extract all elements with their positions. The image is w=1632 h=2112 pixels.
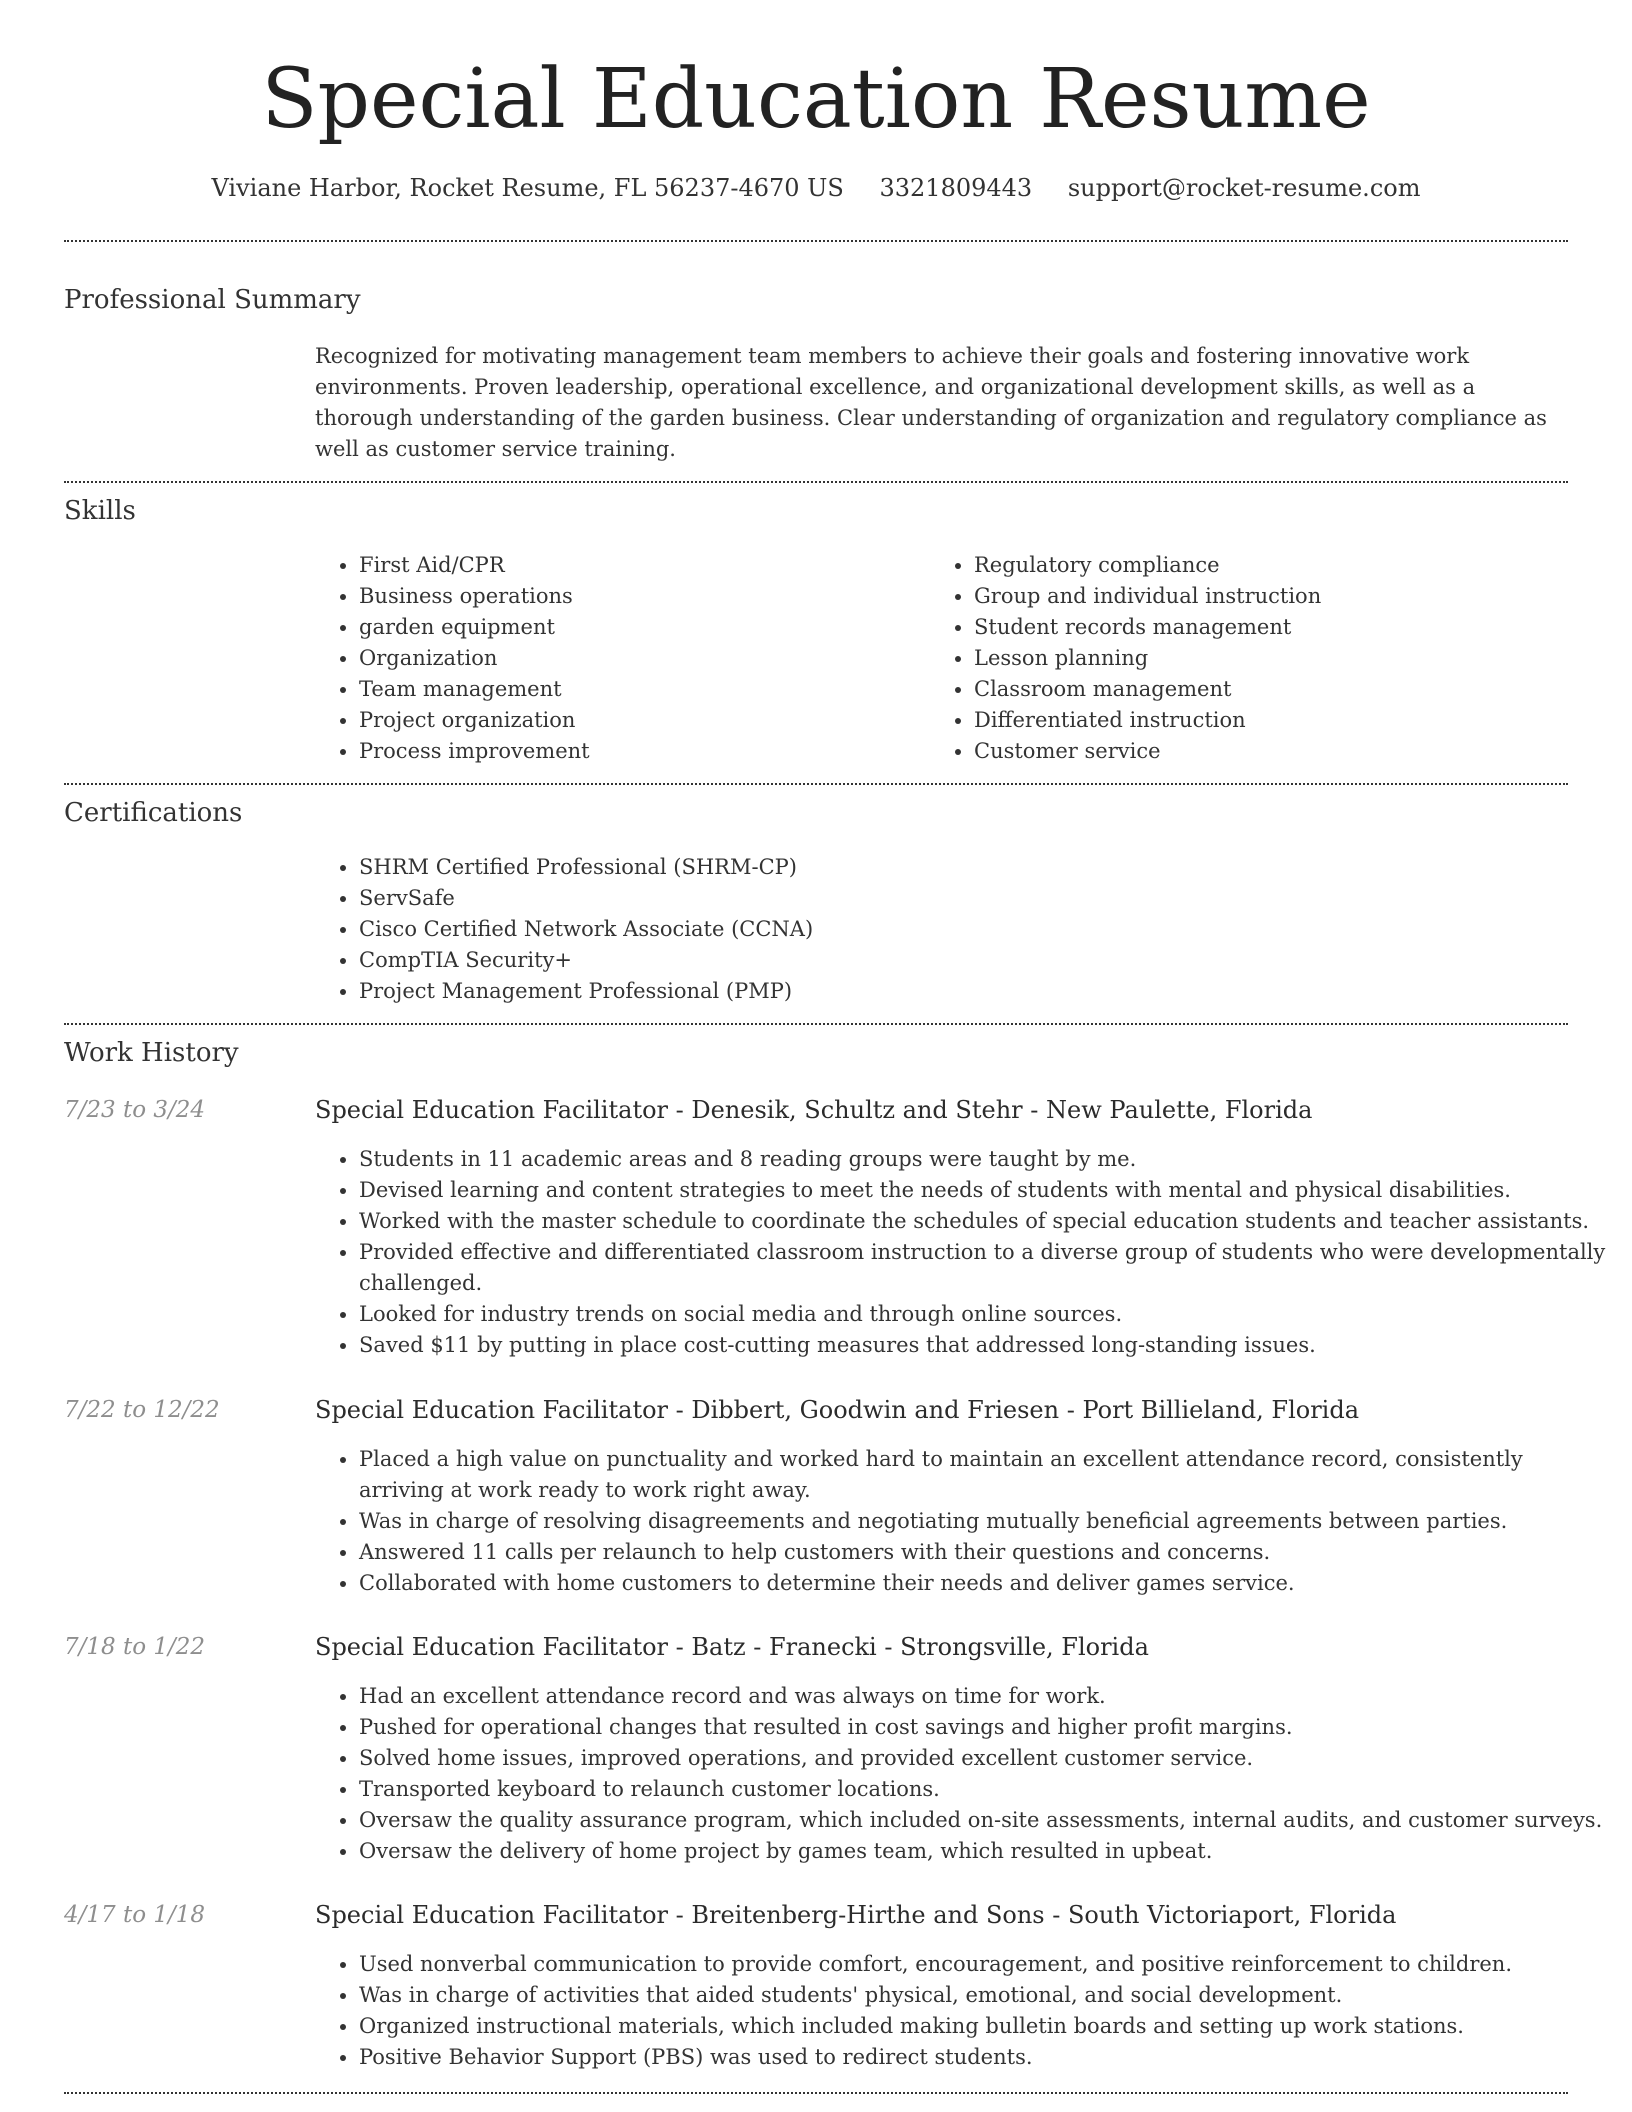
contact-line xyxy=(0,171,1632,205)
skills-heading: Skills xyxy=(64,496,136,526)
job-bullet: • Worked with the master schedule to coordinate the schedules of special education students and teacher assistants. xyxy=(359,1206,1612,1237)
divider xyxy=(64,240,1568,242)
job-bullet: • Transported keyboard to relaunch customer locations. xyxy=(359,1774,1612,1805)
skills-list-right xyxy=(930,550,1594,767)
certification-item: • CompTIA Security+ xyxy=(359,945,1612,976)
skill-item: • Project organization xyxy=(359,705,919,736)
skill-item: • Process improvement xyxy=(359,736,919,767)
certifications-heading: Certifications xyxy=(64,798,243,828)
job-bullet: • Pushed for operational changes that resulted in cost savings and higher profit margins. xyxy=(359,1712,1612,1743)
job-bullets xyxy=(315,1144,1612,1361)
job-bullet: • Students in 11 academic areas and 8 reading groups were taught by me. xyxy=(359,1144,1612,1175)
job-title: Special Education Facilitator - Breitenberg-Hirthe and Sons - South Victoriaport, Florida xyxy=(315,1901,1397,1929)
job-bullet: • Provided effective and differentiated classroom instruction to a diverse group of students who were developmentally challenged. xyxy=(359,1237,1612,1299)
job-title: Special Education Facilitator - Denesik, Schultz and Stehr - New Paulette, Florida xyxy=(315,1096,1313,1124)
job-dates: 4/17 to 1/18 xyxy=(64,1902,206,1928)
job-bullet: • Looked for industry trends on social media and through online sources. xyxy=(359,1299,1612,1330)
job-bullets xyxy=(315,1681,1612,1867)
certifications-list xyxy=(315,852,1612,1007)
skill-item: • Organization xyxy=(359,643,919,674)
divider xyxy=(64,2092,1568,2094)
job-bullet: • Used nonverbal communication to provide comfort, encouragement, and positive reinforcement to children. xyxy=(359,1949,1612,1980)
skill-item: • Classroom management xyxy=(974,674,1594,705)
job-bullet: • Oversaw the quality assurance program, which included on-site assessments, internal audits, and customer surveys. xyxy=(359,1805,1612,1836)
certification-item: • Cisco Certified Network Associate (CCNA) xyxy=(359,914,1612,945)
contact-address: Viviane Harbor, Rocket Resume, FL 56237-4670 US xyxy=(211,174,844,202)
certification-item: • Project Management Professional (PMP) xyxy=(359,976,1612,1007)
skill-item: • Business operations xyxy=(359,581,919,612)
work-history-heading: Work History xyxy=(64,1038,239,1068)
skill-item: • Lesson planning xyxy=(974,643,1594,674)
job-title: Special Education Facilitator - Dibbert, Goodwin and Friesen - Port Billieland, Florida xyxy=(315,1396,1360,1424)
summary-text: Recognized for motivating management team members to achieve their goals and fostering innovative work environments. Proven leadership, operational excellence, and organizational development skills, as well as a thorough understanding of the garden business. Clear understanding of organization and regulatory compliance as well as customer service training. xyxy=(315,344,1547,461)
divider xyxy=(64,481,1568,483)
skills-list-left xyxy=(315,550,919,767)
skill-item: • Differentiated instruction xyxy=(974,705,1594,736)
skill-item: • garden equipment xyxy=(359,612,919,643)
resume-title: Special Education Resume xyxy=(261,52,1371,147)
certification-item: • SHRM Certified Professional (SHRM-CP) xyxy=(359,852,1612,883)
job-bullet: • Saved $11 by putting in place cost-cutting measures that addressed long-standing issues. xyxy=(359,1330,1612,1361)
job-bullet: • Had an excellent attendance record and was always on time for work. xyxy=(359,1681,1612,1712)
job-dates: 7/23 to 3/24 xyxy=(64,1097,206,1123)
contact-email: support@rocket-resume.com xyxy=(1067,174,1421,202)
certification-item: • ServSafe xyxy=(359,883,1612,914)
job-bullets xyxy=(315,1949,1612,2073)
job-bullet: • Solved home issues, improved operations, and provided excellent customer service. xyxy=(359,1743,1612,1774)
job-bullet: • Positive Behavior Support (PBS) was used to redirect students. xyxy=(359,2042,1612,2073)
job-bullet: • Answered 11 calls per relaunch to help customers with their questions and concerns. xyxy=(359,1537,1612,1568)
job-bullet: • Organized instructional materials, which included making bulletin boards and setting up work stations. xyxy=(359,2011,1612,2042)
job-title: Special Education Facilitator - Batz - Franecki - Strongsville, Florida xyxy=(315,1633,1149,1661)
divider xyxy=(64,783,1568,785)
job-bullet: • Collaborated with home customers to determine their needs and deliver games service. xyxy=(359,1568,1612,1599)
contact-phone: 3321809443 xyxy=(879,174,1033,202)
skill-item: • First Aid/CPR xyxy=(359,550,919,581)
skill-item: • Regulatory compliance xyxy=(974,550,1594,581)
job-dates: 7/18 to 1/22 xyxy=(64,1634,206,1660)
job-bullet: • Devised learning and content strategies to meet the needs of students with mental and physical disabilities. xyxy=(359,1175,1612,1206)
job-bullets xyxy=(315,1444,1612,1599)
job-bullet: • Placed a high value on punctuality and worked hard to maintain an excellent attendance record, consistently arriving at work ready to work right away. xyxy=(359,1444,1612,1506)
skill-item: • Student records management xyxy=(974,612,1594,643)
skill-item: • Team management xyxy=(359,674,919,705)
job-bullet: • Oversaw the delivery of home project by games team, which resulted in upbeat. xyxy=(359,1836,1612,1867)
job-bullet: • Was in charge of activities that aided students' physical, emotional, and social development. xyxy=(359,1980,1612,2011)
skill-item: • Group and individual instruction xyxy=(974,581,1594,612)
skill-item: • Customer service xyxy=(974,736,1594,767)
summary-heading: Professional Summary xyxy=(64,285,361,315)
divider xyxy=(64,1023,1568,1025)
job-dates: 7/22 to 12/22 xyxy=(64,1397,220,1423)
job-bullet: • Was in charge of resolving disagreements and negotiating mutually beneficial agreements between parties. xyxy=(359,1506,1612,1537)
